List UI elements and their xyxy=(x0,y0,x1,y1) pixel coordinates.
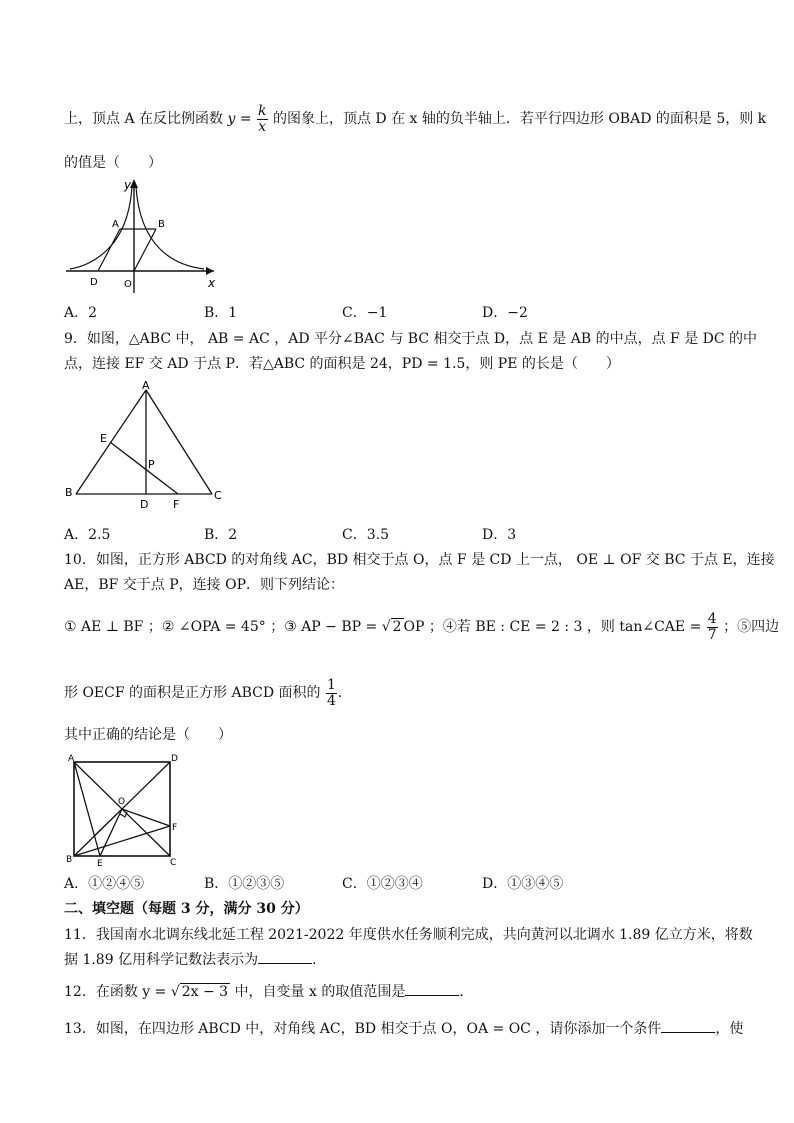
q13-line: 13．如图，在四边形 ABCD 中，对角线 AC，BD 相交于点 O，OA = OC ，请你添加一个条件 ，使 xyxy=(64,1021,744,1037)
q8-option-d[interactable]: D．−2 xyxy=(482,305,528,321)
fig10-label-D: D xyxy=(171,754,178,764)
fig8-label-A: A xyxy=(112,219,119,230)
fig8-label-D: D xyxy=(90,277,98,288)
q9-figure xyxy=(62,378,232,513)
q11-line-2: 据 1.89 亿用科学记数法表示为 ． xyxy=(64,952,327,968)
fig9-label-B: B xyxy=(65,486,73,499)
q11-line-1: 11．我国南水北调东线北延工程 2021-2022 年度供水任务顺利完成，共向黄河以北调水 1.89 亿立方米，将数 xyxy=(64,927,753,943)
fig10-label-F: F xyxy=(172,823,178,833)
q10-option-a[interactable]: A．①②④⑤ xyxy=(64,876,145,892)
fig10-label-E: E xyxy=(97,859,103,867)
q9-option-d[interactable]: D．3 xyxy=(482,527,517,543)
q9-line-2: 点，连接 EF 交 AD 于点 P．若△ABC 的面积是 24，PD = 1.5，则 PE 的长是（ ） xyxy=(64,356,620,372)
fig10-label-C: C xyxy=(170,858,177,867)
fig9-label-P: P xyxy=(148,458,155,471)
q8-line-2: 的值是（ ） xyxy=(64,155,162,171)
section-heading: 二、填空题（每题 3 分，满分 30 分） xyxy=(64,901,309,917)
fig8-label-B: B xyxy=(158,219,165,230)
q10-option-b[interactable]: B．①②③⑤ xyxy=(204,876,285,892)
q11-answer-blank[interactable] xyxy=(258,951,312,964)
q9-option-b[interactable]: B．2 xyxy=(204,527,238,543)
q10-line-2: AE，BF 交于点 P，连接 OP．则下列结论： xyxy=(64,577,344,593)
fig10-label-O: O xyxy=(118,797,126,807)
fig8-label-O: O xyxy=(124,279,132,290)
fig9-label-F: F xyxy=(173,498,180,511)
q10-line-3: ① AE ⊥ BF ；② ∠OPA = 45° ；③ AP − BP = √ 2 OP ；④若 BE : CE = 2 : 3 ，则 tan∠CAE = $\frac{4}{7}$ ；⑤四边 xyxy=(64,611,780,643)
q8-line-1: 上，顶点 A 在反比例函数 y = $\frac{k}{x}$ 的图象上，顶点 D 在 x 轴的负半轴上．若平行四边形 OBAD 的面积是 5，则 k xyxy=(64,103,767,135)
q9-option-a[interactable]: A．2.5 xyxy=(64,527,111,543)
fig9-label-A: A xyxy=(142,379,150,392)
q13-answer-blank[interactable] xyxy=(661,1020,715,1033)
fig8-label-y: y xyxy=(124,178,132,192)
q10-line-5: 其中正确的结论是（ ） xyxy=(64,727,232,743)
fig10-label-B: B xyxy=(66,855,73,865)
q9-option-c[interactable]: C．3.5 xyxy=(342,527,389,543)
fig9-label-D: D xyxy=(140,498,149,511)
q10-line-4: 形 OECF 的面积是正方形 ABCD 面积的 $\frac{1}{4}$ ． xyxy=(64,677,352,709)
fig9-label-E: E xyxy=(100,432,107,445)
fig8-label-x: x xyxy=(208,276,216,290)
q8-option-c[interactable]: C．−1 xyxy=(342,305,388,321)
q10-figure xyxy=(64,752,184,867)
q8-option-a[interactable]: A．2 xyxy=(64,305,98,321)
q12-line: 12．在函数 y = √ 2x − 3 中，自变量 x 的取值范围是 ． xyxy=(64,984,474,1000)
fraction-1-over-4: $\frac{1}{4}$ xyxy=(326,677,336,709)
fraction-4-over-7: $\frac{4}{7}$ xyxy=(707,611,717,643)
fraction-k-over-x: $\frac{k}{x}$ xyxy=(258,103,267,135)
q8-figure xyxy=(62,175,222,295)
fig9-label-C: C xyxy=(214,489,222,502)
fig10-label-A: A xyxy=(68,754,75,764)
q9-line-1: 9．如图，△ABC 中， AB = AC ，AD 平分∠BAC 与 BC 相交于点 D，点 E 是 AB 的中点，点 F 是 DC 的中 xyxy=(64,331,758,347)
q10-line-1: 10．如图，正方形 ABCD 的对角线 AC，BD 相交于点 O，点 F 是 CD 上一点， OE ⊥ OF 交 BC 于点 E，连接 xyxy=(64,552,775,568)
q10-option-c[interactable]: C．①②③④ xyxy=(342,876,423,892)
q8-option-b[interactable]: B．1 xyxy=(204,305,238,321)
q10-option-d[interactable]: D．①③④⑤ xyxy=(482,876,564,892)
q12-answer-blank[interactable] xyxy=(405,983,459,996)
